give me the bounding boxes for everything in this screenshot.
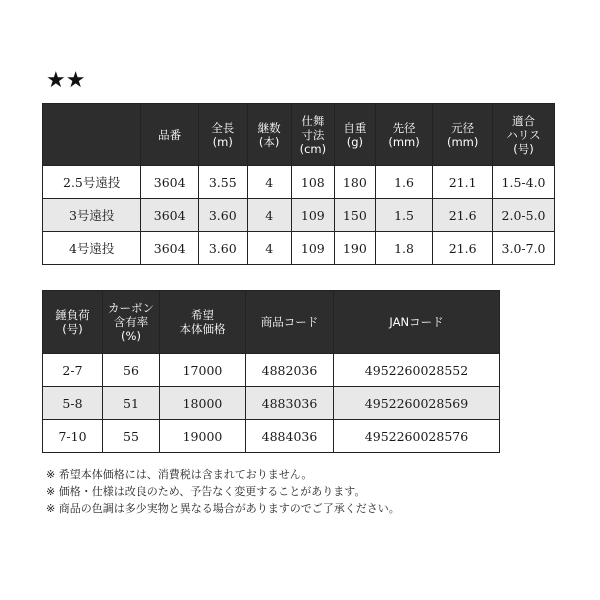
table-cell: 4882036 (246, 354, 334, 387)
note-tax: ※ 希望本体価格には、消費税は含まれておりません。 (46, 468, 313, 481)
spec-header-closed-length: 仕舞 寸法 (cm) (291, 104, 334, 166)
table-cell: 55 (103, 420, 160, 453)
table-cell: 108 (291, 166, 334, 199)
table-cell: 3.55 (198, 166, 247, 199)
table-cell: 7-10 (43, 420, 103, 453)
table-row (43, 199, 555, 232)
table-cell: 2.0-5.0 (493, 199, 555, 232)
table-row (43, 354, 500, 387)
table-cell: 3604 (141, 166, 199, 199)
table-cell: 4952260028576 (334, 420, 500, 453)
rating-stars: ★★ (46, 68, 86, 93)
price-header-row (43, 291, 500, 354)
table-cell: 3.60 (198, 232, 247, 265)
table-cell: 3604 (141, 199, 199, 232)
price-header-jan-code: JANコード (334, 291, 500, 354)
table-cell: 1.8 (375, 232, 433, 265)
note-spec-change: ※ 価格・仕様は改良のため、予告なく変更することがあります。 (46, 485, 366, 498)
table-row (43, 420, 500, 453)
spec-header-tip-diameter: 先径 (mm) (375, 104, 433, 166)
table-cell: 4952260028552 (334, 354, 500, 387)
table-cell: 21.1 (433, 166, 493, 199)
spec-header-weight: 自重 (g) (334, 104, 375, 166)
table-cell: 19000 (160, 420, 246, 453)
table-cell: 4 (247, 232, 291, 265)
note-color: ※ 商品の色調は多少実物と異なる場合がありますのでご了承ください。 (46, 502, 400, 515)
table-cell: 190 (334, 232, 375, 265)
table-cell: 2-7 (43, 354, 103, 387)
table-cell: 5-8 (43, 387, 103, 420)
notes (46, 466, 400, 517)
table-cell: 180 (334, 166, 375, 199)
table-cell: 4 (247, 199, 291, 232)
table-cell: 21.6 (433, 199, 493, 232)
table-cell: 1.5-4.0 (493, 166, 555, 199)
table-cell: 3604 (141, 232, 199, 265)
price-header-product-code: 商品コード (246, 291, 334, 354)
spec-header-length: 全長 (m) (198, 104, 247, 166)
table-cell: 4883036 (246, 387, 334, 420)
price-header-carbon-content: カーボン 含有率 (%) (103, 291, 160, 354)
table-cell: 18000 (160, 387, 246, 420)
table-cell: 4884036 (246, 420, 334, 453)
table-cell: 1.6 (375, 166, 433, 199)
table-cell: 17000 (160, 354, 246, 387)
price-header-sinker-load: 錘負荷 (号) (43, 291, 103, 354)
table-cell: 4号遠投 (43, 232, 141, 265)
table-cell: 3.60 (198, 199, 247, 232)
table-row (43, 166, 555, 199)
table-cell: 2.5号遠投 (43, 166, 141, 199)
spec-header-sections: 継数 (本) (247, 104, 291, 166)
table-cell: 3.0-7.0 (493, 232, 555, 265)
price-header-price: 希望 本体価格 (160, 291, 246, 354)
price-table (42, 290, 500, 453)
table-cell: 56 (103, 354, 160, 387)
table-cell: 150 (334, 199, 375, 232)
spec-header-butt-diameter: 元径 (mm) (433, 104, 493, 166)
spec-table (42, 103, 555, 265)
spec-header-row (43, 104, 555, 166)
table-row (43, 387, 500, 420)
table-cell: 1.5 (375, 199, 433, 232)
spec-header-name (43, 104, 141, 166)
table-cell: 51 (103, 387, 160, 420)
table-cell: 4952260028569 (334, 387, 500, 420)
table-cell: 21.6 (433, 232, 493, 265)
spec-header-part-number: 品番 (141, 104, 199, 166)
table-cell: 109 (291, 232, 334, 265)
table-row (43, 232, 555, 265)
table-cell: 4 (247, 166, 291, 199)
table-cell: 109 (291, 199, 334, 232)
spec-header-leader: 適合 ハリス (号) (493, 104, 555, 166)
table-cell: 3号遠投 (43, 199, 141, 232)
